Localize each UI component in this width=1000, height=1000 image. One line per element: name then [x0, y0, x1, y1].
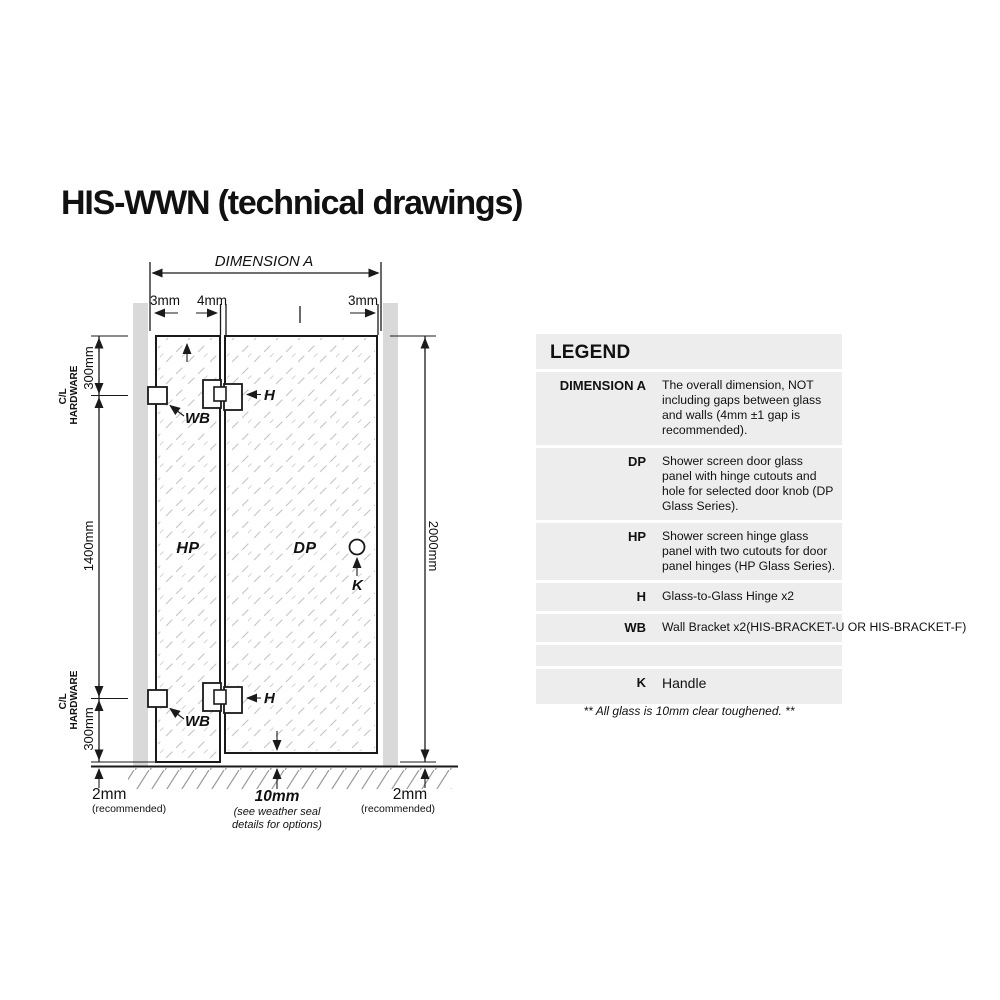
right-wall: [383, 303, 398, 767]
gap-left-label: 3mm: [150, 293, 180, 308]
legend-desc: Shower screen hinge glass panel with two cutouts for door panel hinges (HP Glass Series).: [662, 529, 836, 574]
legend-desc: [662, 651, 842, 660]
floor-2mm-right-note: (recommended): [360, 803, 436, 815]
bottom-labels: [92, 786, 435, 831]
dim-2000-label: 2000mm: [426, 520, 441, 572]
legend-row-h: [536, 580, 842, 611]
legend-row-k: [536, 666, 842, 704]
cl-hardware-top-label: C/L HARDWARE: [58, 365, 80, 425]
dimension-a-label: DIMENSION A: [214, 253, 314, 270]
dp-panel-label: DP: [293, 540, 317, 557]
legend-term: DIMENSION A: [559, 378, 646, 393]
k-label: K: [352, 577, 363, 594]
floor-2mm-right: 2mm: [392, 786, 428, 803]
dim-300-bottom-label: 300mm: [81, 707, 96, 751]
hp-panel-label: HP: [176, 540, 200, 557]
cl-hardware-bottom-label: C/L HARDWARE: [58, 670, 80, 730]
legend-term: HP: [627, 529, 646, 544]
legend-desc: The overall dimension, NOT including gaps between glass and walls (4mm ±1 gap is recommended).: [662, 378, 822, 438]
h-top-label: H: [264, 387, 275, 404]
legend-term: WB: [624, 619, 646, 635]
legend-row-wb: [536, 611, 967, 642]
glass-footnote: ** All glass is 10mm clear toughened. **: [583, 704, 795, 718]
gap-right-label: 3mm: [348, 293, 378, 308]
legend-term: DP: [627, 453, 646, 469]
legend-row-dimension-a: [536, 369, 842, 445]
wb-bottom-label: WB: [185, 713, 210, 730]
legend-heading: LEGEND: [550, 342, 631, 363]
dimension-a: [150, 253, 381, 331]
floor-10mm-note1: (see weather seal: [233, 806, 321, 818]
legend-row-hp: [536, 520, 842, 580]
top-gap-dimensions: [150, 293, 378, 335]
legend-desc: Wall Bracket x2(HIS-BRACKET-U OR HIS-BRACKET-F): [662, 619, 967, 634]
legend-panel: [536, 334, 967, 704]
knob-circle-icon: [350, 540, 365, 555]
wb-top-label: WB: [185, 410, 210, 427]
legend-term: [550, 651, 646, 660]
page-title: HIS-WWN (technical drawings): [61, 184, 523, 222]
floor-2mm-left: 2mm: [92, 786, 127, 803]
legend-row-empty: [536, 642, 842, 666]
gap-mid-label: 4mm: [197, 293, 227, 308]
legend-desc: Shower screen door glass panel with hinge cutouts and hole for selected door knob (DP Glass Series).: [662, 453, 834, 513]
legend-desc: Glass-to-Glass Hinge x2: [662, 589, 795, 604]
left-wall: [133, 303, 148, 767]
floor-2mm-left-note: (recommended): [92, 803, 167, 815]
floor-10mm: 10mm: [254, 788, 300, 805]
h-bottom-label: H: [264, 690, 275, 707]
legend-desc: Handle: [662, 674, 707, 691]
legend-term: K: [636, 674, 646, 690]
floor-10mm-note2: details for options): [232, 819, 322, 831]
dim-300-top-label: 300mm: [81, 346, 96, 390]
legend-row-dp: [536, 445, 842, 521]
legend-term: H: [636, 589, 646, 605]
dim-1400-label: 1400mm: [81, 520, 96, 572]
